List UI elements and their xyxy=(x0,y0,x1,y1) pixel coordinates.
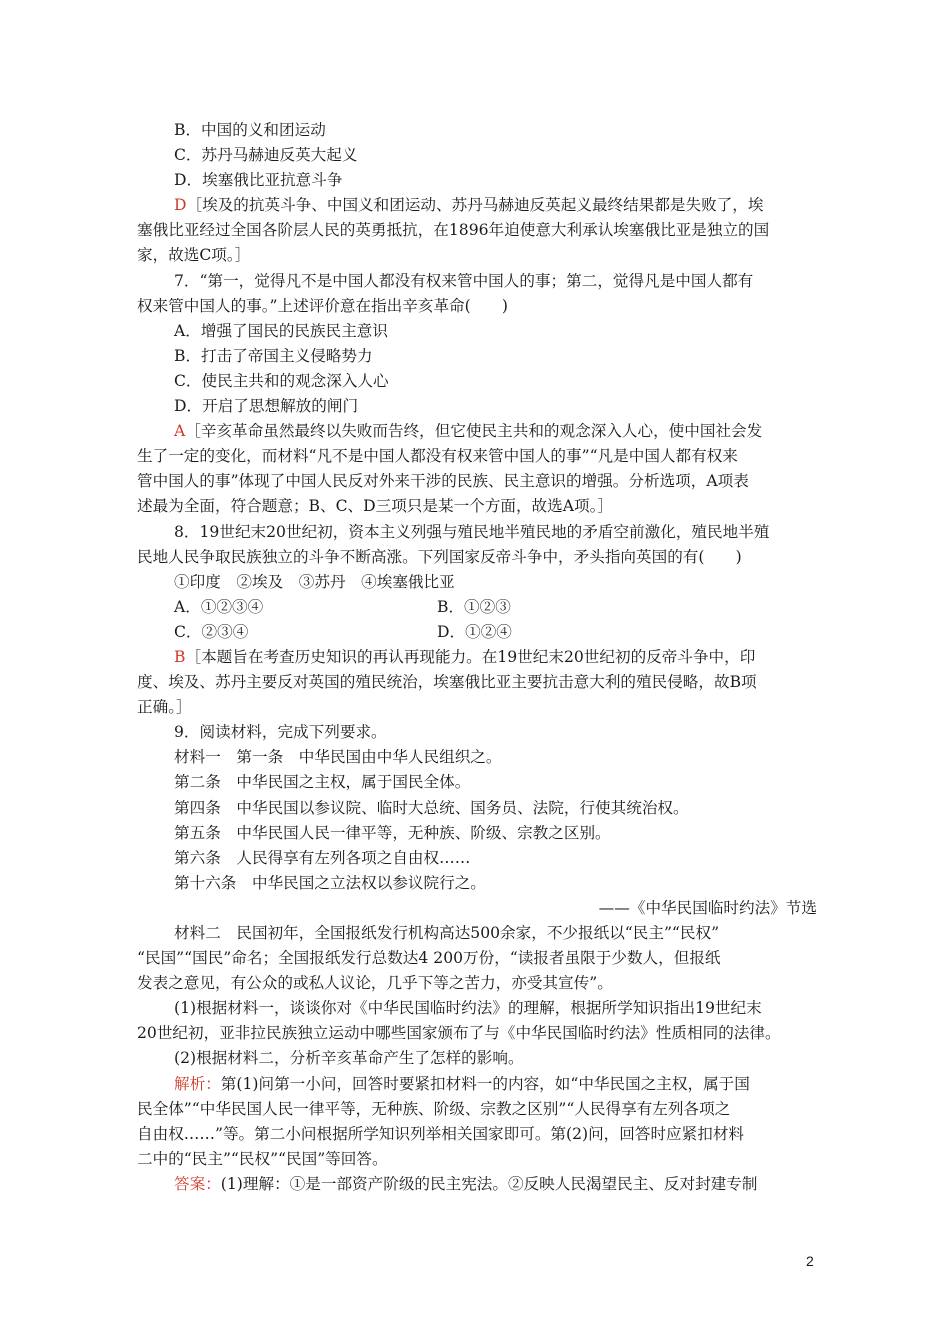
q9-material2-line: “民国”“国民”命名；全国报纸发行总数达4 200万份，“读报者虽限于少数人，但报纸 xyxy=(137,949,721,968)
q7-option-c: C．使民主共和的观念深入人心 xyxy=(174,371,389,390)
q9-material1-line: 第十六条 中华民国之立法权以参议院行之。 xyxy=(174,873,486,892)
q9-material2-line: 材料二 民国初年，全国报纸发行机构高达500余家，不少报纸以“民主”“民权” xyxy=(174,924,720,942)
q9-material1-line: 第四条 中华民国以参议院、临时大总统、国务员、法院，行使其统治权。 xyxy=(174,798,689,817)
q8-options-row xyxy=(137,620,817,645)
page-content xyxy=(137,118,817,1197)
q9-material2-line: 发表之意见，有公众的或私人议论，几乎下等之苦力，亦受其宣传”。 xyxy=(137,974,613,993)
q7-explanation-line: 生了一定的变化，而材料“凡不是中国人都没有权来管中国人的事”“凡是中国人都有权来 xyxy=(137,447,738,466)
q8-explanation-line: 正确。］ xyxy=(137,698,192,717)
q7-answer-letter: A xyxy=(174,422,186,441)
answer-text: (1)理解：①是一部资产阶级的民主宪法。②反映人民渴望民主、反对封建专制 xyxy=(220,1174,758,1193)
q6-option-b: B．中国的义和团运动 xyxy=(174,121,326,139)
q8-stem: 8．19世纪末20世纪初，资本主义列强与殖民地半殖民地的矛盾空前激化，殖民地半殖 xyxy=(174,522,770,541)
q9-material1-line: 材料一 第一条 中华民国由中华人民组织之。 xyxy=(174,748,502,767)
q7-explanation-line xyxy=(137,419,817,444)
answer-label: 答案： xyxy=(174,1174,221,1193)
q8-option-a: A．①②③④ xyxy=(174,597,264,616)
q8-option-c: C．②③④ xyxy=(174,622,249,641)
q7-explanation-text: ［辛亥革命虽然最终以失败而告终，但它使民主共和的观念深入人心，使中国社会发 xyxy=(185,422,763,441)
q8-stem: 民地人民争取民族独立的斗争不断高涨。下列国家反帝斗争中，矛头指向英国的有( ) xyxy=(137,547,742,566)
analysis-label: 解析： xyxy=(174,1074,221,1093)
q6-answer-letter: D xyxy=(174,196,187,215)
q6-option-d: D．埃塞俄比亚抗意斗争 xyxy=(174,171,343,190)
q9-material1-line: 第二条 中华民国之主权，属于国民全体。 xyxy=(174,773,471,792)
q8-items: ①印度 ②埃及 ③苏丹 ④埃塞俄比亚 xyxy=(174,572,455,591)
q6-option-c: C．苏丹马赫迪反英大起义 xyxy=(174,146,358,165)
q7-explanation-line: 述最为全面，符合题意；B、C、D三项只是某一个方面，故选A项。］ xyxy=(137,497,613,516)
q7-option-b: B．打击了帝国主义侵略势力 xyxy=(174,346,373,365)
q8-explanation-text: ［本题旨在考查历史知识的再认再现能力。在19世纪末20世纪初的反帝斗争中，印 xyxy=(185,647,756,666)
analysis-text: 第(1)问第一小问，回答时要紧扣材料一的内容，如“中华民国之主权，属于国 xyxy=(220,1074,750,1093)
q9-requirement-1: 20世纪初，亚非拉民族独立运动中哪些国家颁布了与《中华民国临时约法》性质相同的法律。 xyxy=(137,1024,781,1043)
q8-answer-letter: B xyxy=(174,647,186,666)
q9-requirement-2: (2)根据材料二，分析辛亥革命产生了怎样的影响。 xyxy=(174,1049,524,1068)
q9-material1-line: 第六条 人民得享有左列各项之自由权…… xyxy=(174,848,471,867)
q6-explanation-text: ［埃及的抗英斗争、中国义和团运动、苏丹马赫迪反英起义最终结果都是失败了，埃 xyxy=(186,196,764,215)
q9-analysis-line: 二中的“民主”“民权”“民国”等回答。 xyxy=(137,1149,388,1168)
q7-explanation-line: 管中国人的事”体现了中国人民反对外来干涉的民族、民主意识的增强。分析选项，A项表 xyxy=(137,472,749,491)
q8-option-b: B．①②③ xyxy=(437,597,511,616)
page-number: 2 xyxy=(806,1253,814,1269)
q8-options-row xyxy=(137,595,817,620)
q9-analysis-line: 民全体”“中华民国人民一律平等，无种族、阶级、宗教之区别”“人民得享有左列各项之 xyxy=(137,1099,731,1118)
q6-explanation-line: 家，故选C项。］ xyxy=(137,246,251,265)
q7-stem: 7．“第一，觉得凡不是中国人都没有权来管中国人的事；第二，觉得凡是中国人都有 xyxy=(174,271,754,290)
q9-material1-line: 第五条 中华民国人民一律平等，无种族、阶级、宗教之区别。 xyxy=(174,823,611,842)
q8-option-d: D．①②④ xyxy=(437,622,512,641)
q9-requirement-1: (1)根据材料一，谈谈你对《中华民国临时约法》的理解，根据所学知识指出19世纪末 xyxy=(174,999,762,1018)
q9-analysis-line: 自由权……”等。第二小问根据所学知识列举相关国家即可。第(2)问，回答时应紧扣材料 xyxy=(137,1124,745,1143)
q9-stem: 9．阅读材料，完成下列要求。 xyxy=(174,723,387,742)
q7-stem: 权来管中国人的事。”上述评价意在指出辛亥革命( ) xyxy=(137,296,508,315)
q9-analysis-line xyxy=(137,1072,817,1097)
q9-answer-line xyxy=(137,1172,817,1197)
q6-explanation-line: 塞俄比亚经过全国各阶层人民的英勇抵抗，在1896年迫使意大利承认埃塞俄比亚是独立的国 xyxy=(137,221,770,240)
q9-material1-source: ——《中华民国临时约法》节选 xyxy=(598,898,817,917)
q8-explanation-line: 度、埃及、苏丹主要反对英国的殖民统治，埃塞俄比亚主要抗击意大利的殖民侵略，故B项 xyxy=(137,673,757,692)
q6-explanation-line xyxy=(137,193,817,218)
q7-option-a: A．增强了国民的民族民主意识 xyxy=(174,321,388,340)
q8-explanation-line xyxy=(137,645,817,670)
q7-option-d: D．开启了思想解放的闸门 xyxy=(174,397,359,416)
